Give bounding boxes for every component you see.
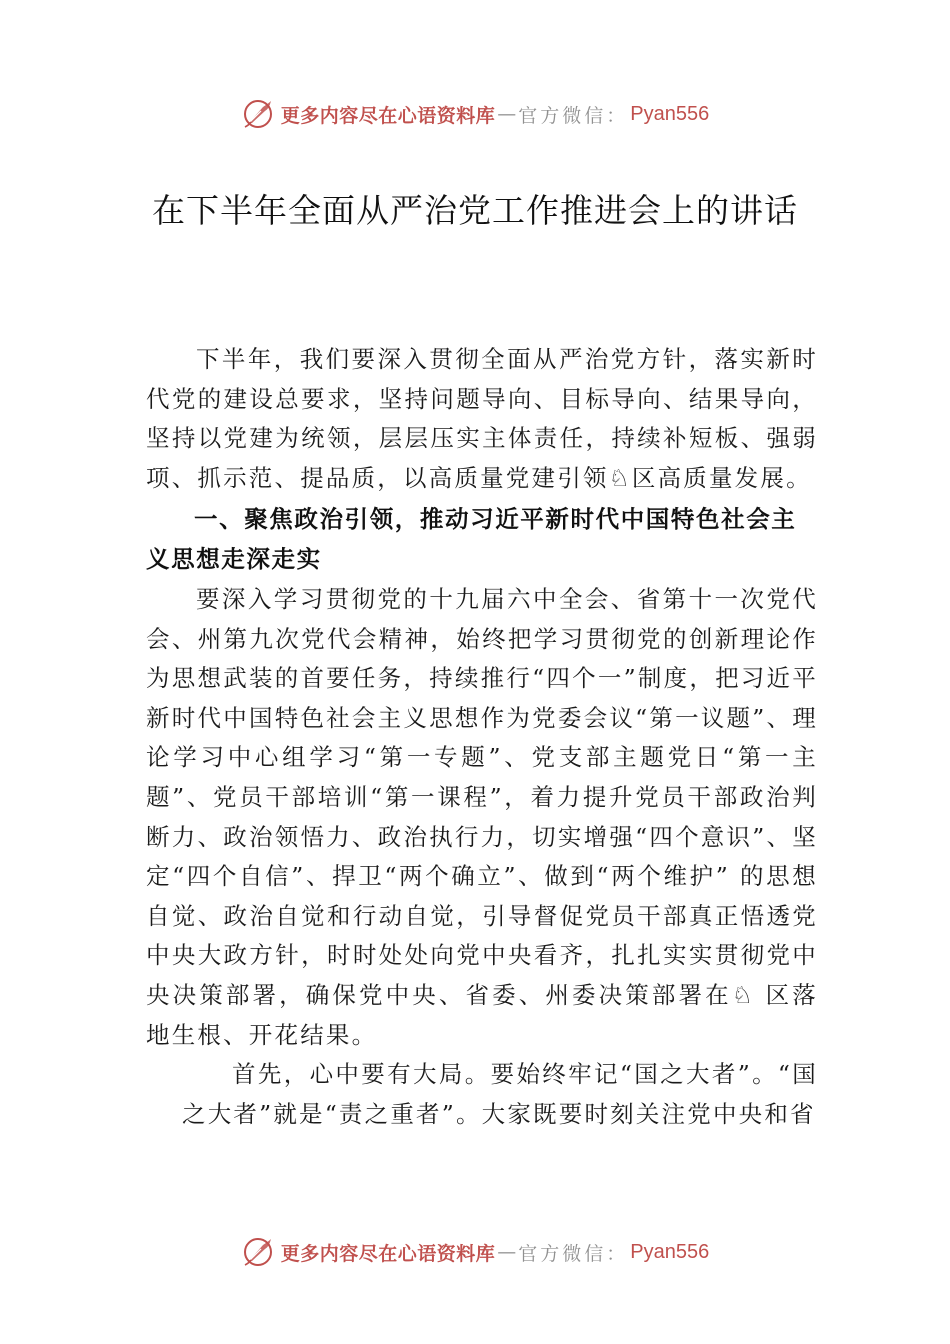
document-title: 在下半年全面从严治党工作推进会上的讲话: [152, 191, 798, 230]
paragraph-first-point: 首先，心中要有大局。要始终牢记“国之大者”。“国之大者”就是“责之重者”。大家既要时刻关注党中央和省: [182, 1060, 818, 1128]
banner-wechat-id: Pyan556: [630, 1240, 710, 1263]
banner-brand-text: 更多内容尽在心语资料库: [280, 1242, 496, 1265]
banner-dash: —: [497, 103, 517, 125]
banner-wechat-label: 官方微信：: [518, 1242, 629, 1265]
header-watermark-banner: [0, 92, 950, 136]
feather-pen-logo-icon: [241, 1235, 275, 1269]
paragraph-section-1: 要深入学习贯彻党的十九届六中全会、省第十一次党代会、州第九次党代会精神，始终把学习贯彻党的创新理论作为思想武装的首要任务，持续推行“四个一”制度，把习近平新时代中国特色社会主义思想作为党委会议“第一议题”、理论学习中心组学习“第一专题”、党支部主题党日“第一主题”、党员干部培训“第一课程”，着力提升党员干部政治判断力、政治领悟力、政治执行力，切实增强“四个意识”、坚定“四个自信”、捍卫“两个确立”、做到“两个维护” 的思想自觉、政治自觉和行动自觉，引导督促党员干部真正悟透党中央大政方针，时时处处向党中央看齐，扎扎实实贯彻党中央决策部署，确保党中央、省委、州委决策部署在♘ 区落地生根、开花结果。: [146, 585, 818, 1049]
banner-dash: —: [497, 1241, 517, 1263]
footer-watermark-banner: [0, 1230, 950, 1274]
banner-brand-text: 更多内容尽在心语资料库: [280, 104, 496, 127]
feather-pen-logo-icon: [241, 97, 275, 131]
banner-wechat-label: 官方微信：: [518, 104, 629, 127]
banner-wechat-id: Pyan556: [630, 102, 710, 125]
paragraph-intro: 下半年，我们要深入贯彻全面从严治党方针，落实新时代党的建设总要求，坚持问题导向、目标导向、结果导向， 坚持以党建为统领，层层压实主体责任，持续补短板、强弱项、抓示范、提品质，以高质量党建引领♘区高质量发展。: [146, 345, 818, 492]
section-heading-1: 一、聚焦政治引领，推动习近平新时代中国特色社会主义思想走深走实: [146, 505, 797, 573]
